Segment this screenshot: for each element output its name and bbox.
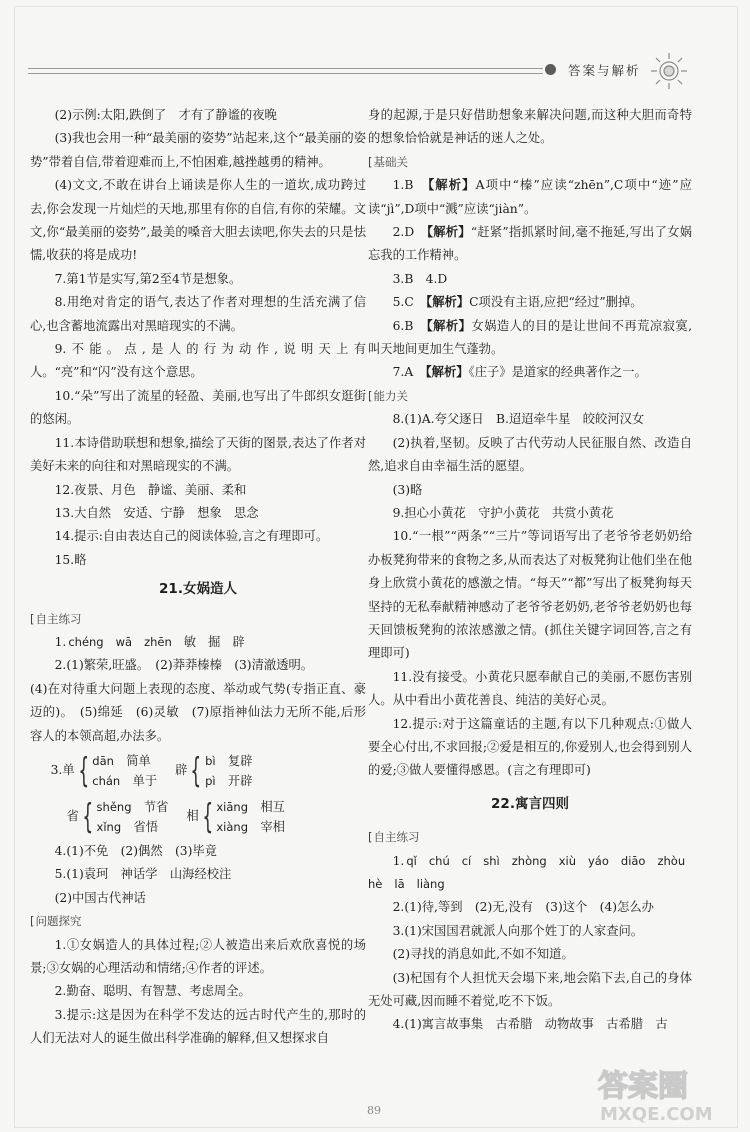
char-label: 辟 — [175, 763, 188, 778]
reading-pair — [92, 751, 157, 791]
pinyin: zhēn — [144, 634, 172, 649]
section-label: [ 自主练习 — [30, 608, 82, 631]
analysis-tag: 【解析】 — [425, 365, 469, 380]
pinyin-line — [368, 873, 692, 896]
answer-paragraph: (2)执着,坚韧。反映了古代劳动人民征服自然、改造自然,追求自由幸福生活的愿望。 — [368, 435, 692, 474]
answer-item — [368, 361, 692, 384]
pinyin: yáo — [588, 853, 609, 868]
answer-paragraph: (2)寻找的消息如此,不如不知道。 — [392, 947, 574, 962]
answer-paragraph: 8.(1)A.夸父逐日 B.迢迢牵牛星 皎皎河汉女 — [392, 412, 645, 427]
section-label: [ 问题探究 — [30, 910, 82, 933]
left-column — [30, 104, 366, 1051]
section-label: [ 基础关 — [368, 151, 408, 174]
answer-paragraph: (3)略 — [392, 482, 423, 497]
header-bullet — [545, 64, 556, 75]
answer-paragraph: 10.“朵”写出了流星的轻盈、美丽,也写出了牛郎织女逛街的悠闲。 — [30, 388, 366, 427]
answer-paragraph: 4.(1)不免 (2)偶然 (3)毕竟 — [54, 843, 217, 858]
analysis-tag: 【解析】 — [426, 318, 472, 333]
answer-item — [368, 221, 692, 268]
right-column — [368, 104, 692, 1037]
answer-paragraph: 8.用绝对肯定的语气,表达了作者对理想的生活充满了信心,也含蓄地流露出对黑暗现实的不满。 — [30, 295, 366, 333]
pinyin: chú — [428, 853, 450, 868]
reading-pair — [216, 797, 285, 837]
pinyin: chán — [92, 773, 121, 788]
pinyin: bì — [205, 753, 216, 768]
pinyin: hè — [368, 877, 383, 891]
answer-item — [368, 174, 692, 221]
pinyin: xiàng — [216, 819, 249, 834]
sun-logo-icon — [648, 50, 690, 92]
answer-paragraph: 15.略 — [54, 552, 87, 567]
answer-paragraph: 2.勤奋、聪明、有智慧、考虑周全。 — [54, 984, 251, 999]
analysis-text: C项没有主语,应把“经过”删掉。 — [469, 295, 643, 310]
answer-paragraph: 1.①女娲造人的具体过程;②人被造出来后欢欣喜悦的场景;③女娲的心理活动和情绪;④作者的评述。 — [30, 937, 366, 975]
answer-item — [368, 315, 692, 362]
char-label: 相 — [186, 809, 199, 824]
answer-paragraph: 11.没有接受。小黄花只愿奉献自己的美丽,不愿伤害别人。从中看出小黄花善良、纯洁的美好心灵。 — [368, 669, 692, 708]
header-title: 答案与解析 — [568, 63, 641, 78]
word: 辟 — [232, 634, 245, 649]
analysis-text: “赶紧”指抓紧时间,毫不拖延,写出了女娲忘我的工作精神。 — [368, 225, 692, 263]
word: 单于 — [132, 773, 158, 788]
svg-text:答案圈: 答案圈 — [598, 1069, 688, 1104]
answer-paragraph: 12.夜景、月色 静谧、美丽、柔和 — [54, 482, 247, 497]
analysis-tag: 【解析】 — [426, 295, 470, 310]
pinyin-line — [368, 850, 692, 873]
brace-icon: { — [78, 750, 89, 791]
item-number: 2.D — [392, 225, 415, 240]
pinyin: xiù — [558, 853, 576, 868]
analysis-tag: 【解析】 — [426, 225, 471, 240]
answer-paragraph: 3.提示:这是因为在科学不发达的远古时代产生的,那时的人们无法对人的诞生做出科学准确的解释,但又想探求自 — [30, 1007, 366, 1046]
header-rule — [28, 68, 543, 74]
pinyin: zhòng — [511, 853, 547, 868]
char-label: 3.单 — [50, 763, 75, 778]
analysis-tag: 【解析】 — [427, 178, 476, 193]
answer-paragraph: (4)文文,不敢在讲台上诵读是你人生的一道坎,成功跨过去,你会发现一片灿烂的天地,那里有你的自信,有你的荣耀。文文,你“最美丽的姿势”,最美的嗓音大胆去读吧,你失去的只是怯懦,收获的将是成功! — [30, 178, 366, 263]
pinyin: shěng — [96, 799, 132, 814]
item-number: 5.C — [392, 295, 414, 310]
pinyin: wā — [115, 634, 133, 649]
pinyin: xǐng — [96, 819, 122, 834]
pinyin-line — [30, 631, 366, 654]
word: 开辟 — [227, 773, 253, 788]
pinyin: shì — [483, 853, 500, 868]
answer-paragraph: 5.(1)袁珂 神话学 山海经校注 — [54, 867, 232, 882]
watermark-text: MXQE.COM — [600, 1104, 713, 1125]
answer-paragraph: 14.提示:自由表达自己的阅读体验,言之有理即可。 — [54, 529, 329, 544]
pinyin: lā — [394, 877, 405, 891]
answer-paragraph: 2.(1)繁荣,旺盛。 (2)莽莽榛榛 (3)清澈透明。 — [54, 658, 314, 673]
brace-icon: { — [190, 750, 202, 791]
reading-pair — [205, 751, 252, 791]
word: 简单 — [126, 753, 151, 768]
answer-paragraph: 2.(1)待,等到 (2)无,没有 (3)这个 (4)怎么办 — [392, 900, 654, 915]
polyphone-group — [55, 794, 366, 840]
watermark-logo-icon — [590, 1060, 740, 1126]
analysis-text: 女娲造人的目的是让世间不再荒凉寂寞,叫天地间更加生气蓬勃。 — [368, 318, 692, 357]
answer-paragraph: 4.(1)寓言故事集 古希腊 动物故事 古希腊 古 — [392, 1017, 668, 1032]
pinyin: xiāng — [216, 799, 249, 814]
pinyin: liàng — [416, 877, 445, 891]
answer-paragraph: 7.第1节是实写,第2至4节是想象。 — [54, 271, 242, 286]
section-label: [ 自主练习 — [368, 826, 420, 849]
brace-icon: { — [202, 796, 213, 837]
section-title: 22.寓言四则 — [491, 795, 569, 812]
answer-item — [368, 291, 692, 314]
answer-paragraph: 11.本诗借助联想和想象,描绘了天街的图景,表达了作者对美好未来的向往和对黑暗现实的不满。 — [30, 435, 366, 474]
pinyin: diāo — [620, 853, 646, 868]
answer-paragraph: 身的起源,于是只好借助想象来解决问题,而这种大胆而奇特的想象恰恰就是神话的迷人之处。 — [368, 108, 692, 146]
answer-paragraph: (3)我也会用一种“最美丽的姿势”站起来,这个“最美丽的姿势”带着自信,带着迎难而上,不怕困难,越挫越勇的精神。 — [30, 131, 366, 169]
pinyin: zhòu — [657, 853, 686, 868]
reading-pair — [97, 797, 169, 837]
answer-paragraph: 3.B 4.D — [392, 271, 448, 286]
answer-paragraph: 10.“一根”“两条”“三片”等词语写出了老爷爷老奶奶给办板凳狗带来的食物之多,从而表达了对板凳狗让他们坐在他身上欣赏小黄花的感激之情。“每天”“都”写出了板凳狗每天坚持的无私奉献精神感动了老爷爷老奶奶,老爷爷老奶奶也每天回馈板凳狗的浓浓感激之情。(抓住关键字词回答,言之有理即可) — [368, 529, 692, 661]
word: 敏 — [183, 634, 197, 649]
analysis-text: A项中“榛”应读“zhēn”,C项中“迹”应读“jì”,D项中“溅”应读“jiàn”。 — [368, 178, 692, 216]
answer-paragraph: 9.不能。点,是人的行为动作,说明天上有人。“亮”和“闪”没有这个意思。 — [30, 342, 366, 380]
word: 省悟 — [133, 819, 159, 834]
word: 掘 — [208, 634, 221, 649]
section-title: 21.女娲造人 — [159, 581, 237, 598]
word: 宰相 — [260, 819, 285, 834]
pinyin: chéng — [68, 634, 104, 649]
answer-paragraph: 12.提示:对于这篇童话的主题,有以下几种观点:①做人要全心付出,不求回报;②爱是相互的,你爱别人,也会得到别人的爱;③做人要懂得感恩。(言之有理即可) — [368, 716, 692, 778]
item-number: 7.A — [392, 365, 414, 380]
section-label: [ 能力关 — [368, 385, 408, 408]
pinyin: qǐ — [406, 853, 417, 868]
char-label: 省 — [66, 809, 79, 824]
answer-paragraph: 3.(1)宋国国君就派人向那个姓丁的人家查问。 — [392, 923, 644, 938]
item-number: 6.B — [392, 318, 414, 333]
word: 相互 — [260, 799, 285, 814]
pinyin: cí — [461, 853, 472, 868]
answer-paragraph: (3)杞国有个人担忧天会塌下来,地会陷下去,自己的身体无处可藏,因而睡不着觉,吃不下饭。 — [368, 970, 692, 1009]
item-number: 1. — [54, 634, 67, 649]
answer-paragraph: (4)在对待重大问题上表现的态度、举动或气势(专指正直、豪迈的)。 (5)绵延 (6)灵敏 (7)原指神仙法力无所不能,后形容人的本领高超,办法多。 — [30, 681, 366, 743]
item-number: 1.B — [392, 178, 414, 193]
word: 节省 — [143, 799, 169, 814]
pinyin: pì — [205, 773, 216, 788]
word: 复辟 — [227, 753, 253, 768]
answer-paragraph: 13.大自然 安适、宁静 想象 思念 — [54, 505, 259, 520]
answer-paragraph: (2)示例:太阳,跌倒了 才有了静谧的夜晚 — [54, 108, 277, 122]
answer-paragraph: 9.担心小黄花 守护小黄花 共赏小黄花 — [392, 505, 614, 520]
item-number: 1. — [392, 853, 405, 868]
analysis-text: 《庄子》是道家的经典著作之一。 — [468, 365, 647, 380]
answer-paragraph: (2)中国古代神话 — [54, 890, 146, 905]
brace-icon: { — [82, 796, 94, 837]
polyphone-group — [50, 748, 366, 794]
pinyin: dān — [92, 753, 114, 768]
page-number: 89 — [367, 1104, 381, 1117]
